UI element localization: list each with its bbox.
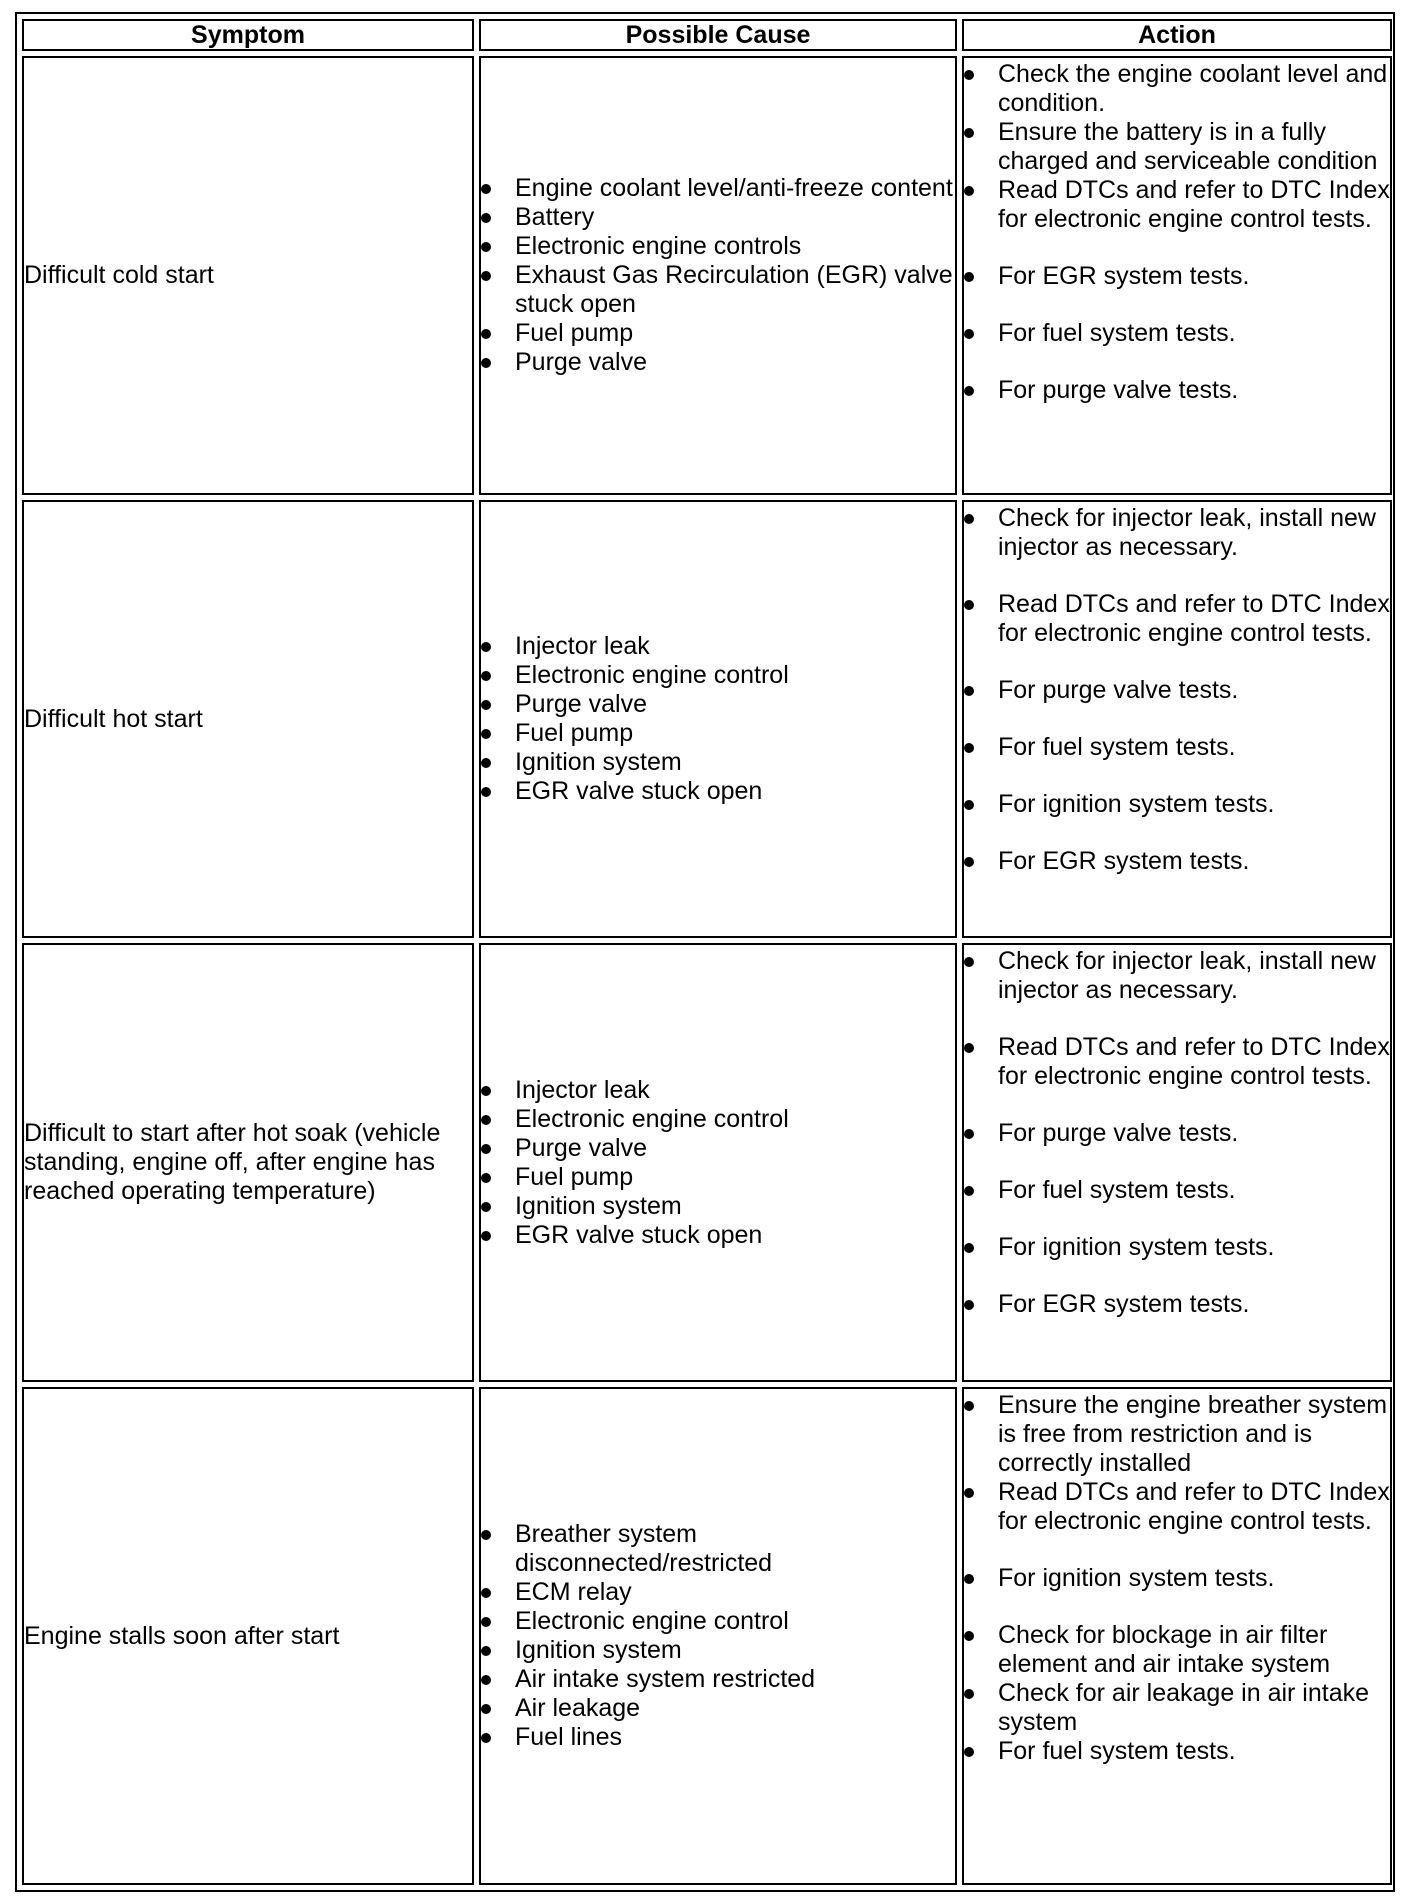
list-item: For purge valve tests. — [964, 676, 1390, 705]
list-item: ECM relay — [481, 1578, 955, 1607]
list-item: For purge valve tests. — [964, 376, 1390, 405]
list-item: EGR valve stuck open — [481, 1221, 955, 1250]
list-item: Exhaust Gas Recirculation (EGR) valve stuck open — [481, 261, 955, 319]
list-item: For fuel system tests. — [964, 319, 1390, 348]
symptom-cell: Difficult hot start — [22, 500, 474, 939]
action-list — [964, 1391, 1390, 1766]
header-row — [22, 19, 1392, 51]
diagnosis-table-frame — [15, 12, 1395, 1892]
list-item: Fuel lines — [481, 1723, 955, 1752]
list-item: Fuel pump — [481, 319, 955, 348]
list-item: For EGR system tests. — [964, 262, 1390, 291]
cause-list — [481, 1076, 955, 1250]
list-item: Purge valve — [481, 690, 955, 719]
list-item: Read DTCs and refer to DTC Index for electronic engine control tests. — [964, 176, 1390, 234]
list-item: Injector leak — [481, 1076, 955, 1105]
list-item: Read DTCs and refer to DTC Index for electronic engine control tests. — [964, 1478, 1390, 1536]
list-item: For EGR system tests. — [964, 1290, 1390, 1319]
list-item: For fuel system tests. — [964, 733, 1390, 762]
list-item: Electronic engine controls — [481, 232, 955, 261]
list-item: Check the engine coolant level and condition. — [964, 60, 1390, 118]
list-item: EGR valve stuck open — [481, 777, 955, 806]
list-item: Engine coolant level/anti-freeze content — [481, 174, 955, 203]
list-item: Ignition system — [481, 1636, 955, 1665]
list-item: Air leakage — [481, 1694, 955, 1723]
header-action: Action — [962, 19, 1392, 51]
list-item: Check for air leakage in air intake system — [964, 1679, 1390, 1737]
list-item: Check for injector leak, install new injector as necessary. — [964, 947, 1390, 1005]
list-item: For fuel system tests. — [964, 1176, 1390, 1205]
table-row — [22, 56, 1392, 495]
list-item: Purge valve — [481, 348, 955, 377]
list-item: Fuel pump — [481, 719, 955, 748]
list-item: Purge valve — [481, 1134, 955, 1163]
action-cell — [962, 943, 1392, 1382]
list-item: Ignition system — [481, 748, 955, 777]
list-item: For ignition system tests. — [964, 1564, 1390, 1593]
cause-cell — [479, 1387, 957, 1885]
cause-list — [481, 174, 955, 377]
symptom-cell: Difficult to start after hot soak (vehicle standing, engine off, after engine has reached operating temperature) — [22, 943, 474, 1382]
list-item: Ensure the battery is in a fully charged and serviceable condition — [964, 118, 1390, 176]
list-item: Electronic engine control — [481, 661, 955, 690]
action-cell — [962, 500, 1392, 939]
list-item: Ignition system — [481, 1192, 955, 1221]
list-item: For fuel system tests. — [964, 1737, 1390, 1766]
action-cell — [962, 1387, 1392, 1885]
table-row — [22, 500, 1392, 939]
symptom-cell: Difficult cold start — [22, 56, 474, 495]
header-symptom: Symptom — [22, 19, 474, 51]
list-item: For EGR system tests. — [964, 847, 1390, 876]
list-item: Electronic engine control — [481, 1607, 955, 1636]
list-item: Battery — [481, 203, 955, 232]
action-list — [964, 504, 1390, 876]
action-list — [964, 60, 1390, 405]
list-item: For purge valve tests. — [964, 1119, 1390, 1148]
list-item: Fuel pump — [481, 1163, 955, 1192]
list-item: Electronic engine control — [481, 1105, 955, 1134]
list-item: Injector leak — [481, 632, 955, 661]
cause-list — [481, 632, 955, 806]
action-list — [964, 947, 1390, 1319]
list-item: Read DTCs and refer to DTC Index for electronic engine control tests. — [964, 1033, 1390, 1091]
table-row — [22, 943, 1392, 1382]
header-possible-cause: Possible Cause — [479, 19, 957, 51]
list-item: Read DTCs and refer to DTC Index for electronic engine control tests. — [964, 590, 1390, 648]
action-cell — [962, 56, 1392, 495]
list-item: Check for injector leak, install new injector as necessary. — [964, 504, 1390, 562]
cause-cell — [479, 56, 957, 495]
symptom-cell: Engine stalls soon after start — [22, 1387, 474, 1885]
diagnosis-table — [17, 14, 1397, 1890]
list-item: For ignition system tests. — [964, 790, 1390, 819]
table-row — [22, 1387, 1392, 1885]
list-item: Check for blockage in air filter element and air intake system — [964, 1621, 1390, 1679]
list-item: Ensure the engine breather system is free from restriction and is correctly installed — [964, 1391, 1390, 1478]
list-item: For ignition system tests. — [964, 1233, 1390, 1262]
cause-cell — [479, 500, 957, 939]
cause-list — [481, 1520, 955, 1752]
cause-cell — [479, 943, 957, 1382]
list-item: Breather system disconnected/restricted — [481, 1520, 955, 1578]
list-item: Air intake system restricted — [481, 1665, 955, 1694]
